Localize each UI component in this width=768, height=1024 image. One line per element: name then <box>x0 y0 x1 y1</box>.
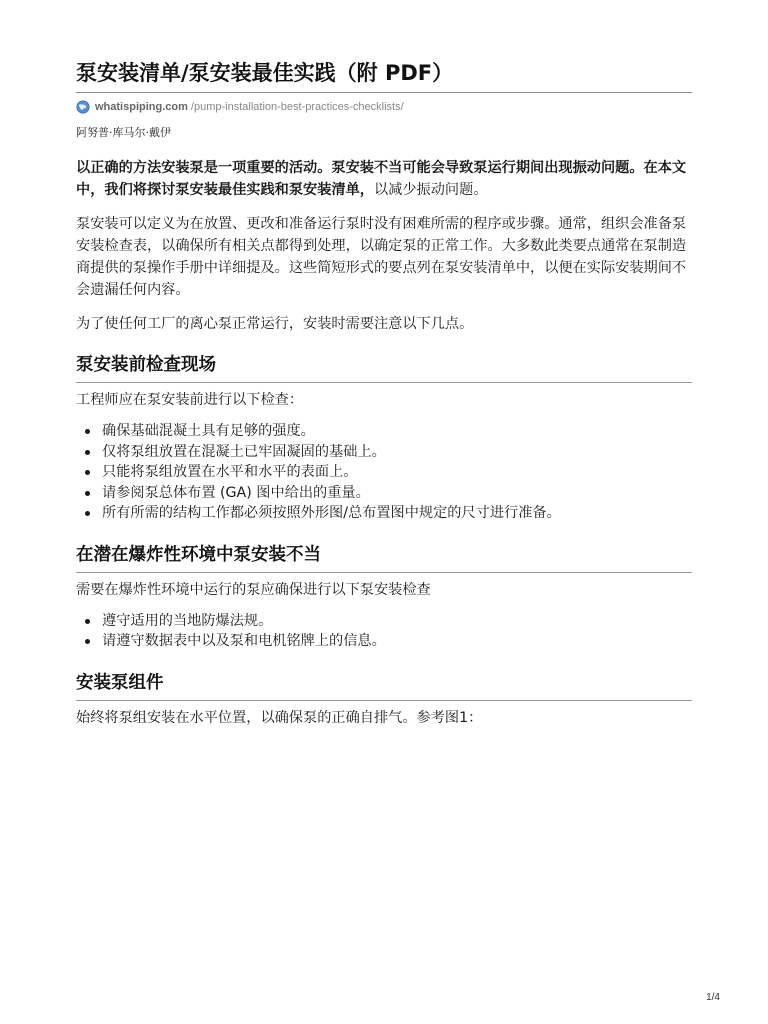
bullet-list <box>76 421 692 524</box>
section-explosive-atmosphere <box>76 542 692 652</box>
globe-icon <box>76 100 90 114</box>
title-divider <box>76 92 692 93</box>
lead-rest-text: 以减少振动问题。 <box>373 182 488 198</box>
list-item: 请参阅泵总体布置 (GA) 图中给出的重量。 <box>102 483 692 504</box>
source-domain[interactable]: whatispiping.com <box>95 101 188 113</box>
section-pre-installation <box>76 352 692 524</box>
intro-paragraph: 泵安装可以定义为在放置、更改和准备运行泵时没有困难所需的程序或步骤。通常，组织会准备泵安装检查表，以确保所有相关点都得到处理，以确定泵的正常工作。大多数此类要点通常在泵制造商提供的泵操作手册中详细提及。这些简短形式的要点列在泵安装清单中，以便在实际安装期间不会遗漏任何内容。 <box>76 216 687 298</box>
source-path[interactable]: /pump-installation-best-practices-checklists/ <box>190 101 404 113</box>
lead-bold-text: 以正确的方法安装泵是一项重要的活动。泵安装不当可能会导致泵运行期间出现振动问题。在本文中，我们将探讨泵安装最佳实践和泵安装清单， <box>76 160 687 198</box>
section-divider <box>76 382 692 383</box>
list-item: 确保基础混凝土具有足够的强度。 <box>102 421 692 442</box>
lead-paragraph <box>76 157 692 201</box>
section-heading: 在潜在爆炸性环境中泵安装不当 <box>76 544 321 565</box>
section-heading: 安装泵组件 <box>76 672 164 693</box>
bullet-list <box>76 611 692 652</box>
list-item: 仅将泵组放置在混凝土已牢固凝固的基础上。 <box>102 442 692 463</box>
section-intro: 需要在爆炸性环境中运行的泵应确保进行以下泵安装检查 <box>76 581 431 598</box>
page-number: 1/4 <box>706 992 720 1003</box>
document-title: 泵安装清单/泵安装最佳实践（附 PDF） <box>76 61 454 85</box>
list-item: 只能将泵组放置在水平和水平的表面上。 <box>102 462 692 483</box>
document-page <box>76 58 692 729</box>
list-item: 所有所需的结构工作都必须按照外形图/总布置图中规定的尺寸进行准备。 <box>102 503 692 524</box>
section-divider <box>76 572 692 573</box>
list-item: 请遵守数据表中以及泵和电机铭牌上的信息。 <box>102 631 692 652</box>
section-intro: 工程师应在泵安装前进行以下检查： <box>76 392 304 408</box>
author-name: 阿努普·库马尔·戴伊 <box>76 126 171 139</box>
list-item: 遵守适用的当地防爆法规。 <box>102 611 692 632</box>
intro-paragraph-2: 为了使任何工厂的离心泵正常运行，安装时需要注意以下几点。 <box>76 316 474 332</box>
source-line <box>76 99 692 115</box>
section-heading: 泵安装前检查现场 <box>76 355 216 375</box>
section-install-pump-assembly <box>76 670 692 729</box>
section-intro: 始终将泵组安装在水平位置，以确保泵的正确自排气。参考图1： <box>76 709 483 726</box>
section-divider <box>76 700 692 701</box>
